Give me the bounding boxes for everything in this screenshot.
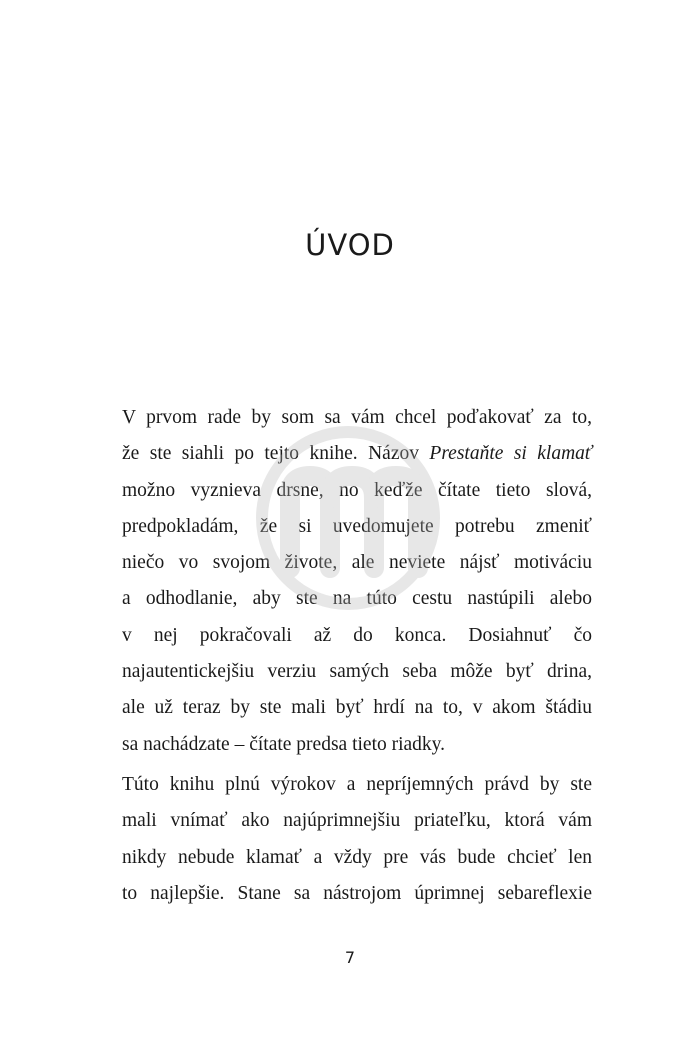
text-segment: nikdy nebude klamať a vždy pre vás bude chcieť len — [122, 846, 592, 868]
paragraph-1 — [122, 400, 592, 763]
text-segment: možno vyznieva drsne, no keďže čítate tieto slová, — [122, 479, 592, 501]
text-line — [122, 400, 592, 436]
text-line — [122, 654, 592, 690]
text-line — [122, 840, 592, 876]
text-line — [122, 545, 592, 581]
text-segment: ale už teraz by ste mali byť hrdí na to, v akom štádiu — [122, 697, 592, 719]
text-segment: Túto knihu plnú výrokov a nepríjemných právd by ste — [122, 774, 592, 795]
text-segment: sa nachádzate – čítate predsa tieto riadky. — [122, 733, 446, 755]
text-segment: najautentickejšiu verziu samých seba môže byť drina, — [122, 661, 592, 683]
text-line — [122, 876, 592, 912]
text-segment: niečo vo svojom živote, ale neviete nájsť motiváciu — [122, 552, 592, 574]
chapter-title: ÚVOD — [305, 228, 395, 262]
text-segment: že ste siahli po tejto knihe. Názov — [122, 443, 430, 465]
text-segment: a odhodlanie, aby ste na túto cestu nastúpili alebo — [122, 588, 592, 610]
text-segment: to najlepšie. Stane sa nástrojom úprimnej sebareflexie — [122, 882, 592, 904]
text-segment: predpokladám, že si uvedomujete potrebu zmeniť — [122, 515, 592, 537]
text-segment: v nej pokračovali až do konca. Dosiahnuť čo — [122, 624, 592, 646]
text-line — [122, 618, 592, 654]
text-line — [122, 803, 592, 839]
text-segment: mali vnímať ako najúprimnejšiu priateľku, ktorá vám — [122, 810, 592, 832]
text-line — [122, 509, 592, 545]
text-line — [122, 767, 592, 803]
text-segment: V prvom rade by som sa vám chcel poďakovať za to, — [122, 407, 592, 428]
page-number: 7 — [344, 948, 356, 967]
paragraph-2 — [122, 767, 592, 912]
text-line — [122, 581, 592, 617]
book-title-italic: Prestaňte si klamať — [429, 443, 593, 465]
text-line — [122, 473, 592, 509]
text-line — [122, 436, 592, 472]
text-line — [122, 727, 592, 763]
text-line — [122, 690, 592, 726]
